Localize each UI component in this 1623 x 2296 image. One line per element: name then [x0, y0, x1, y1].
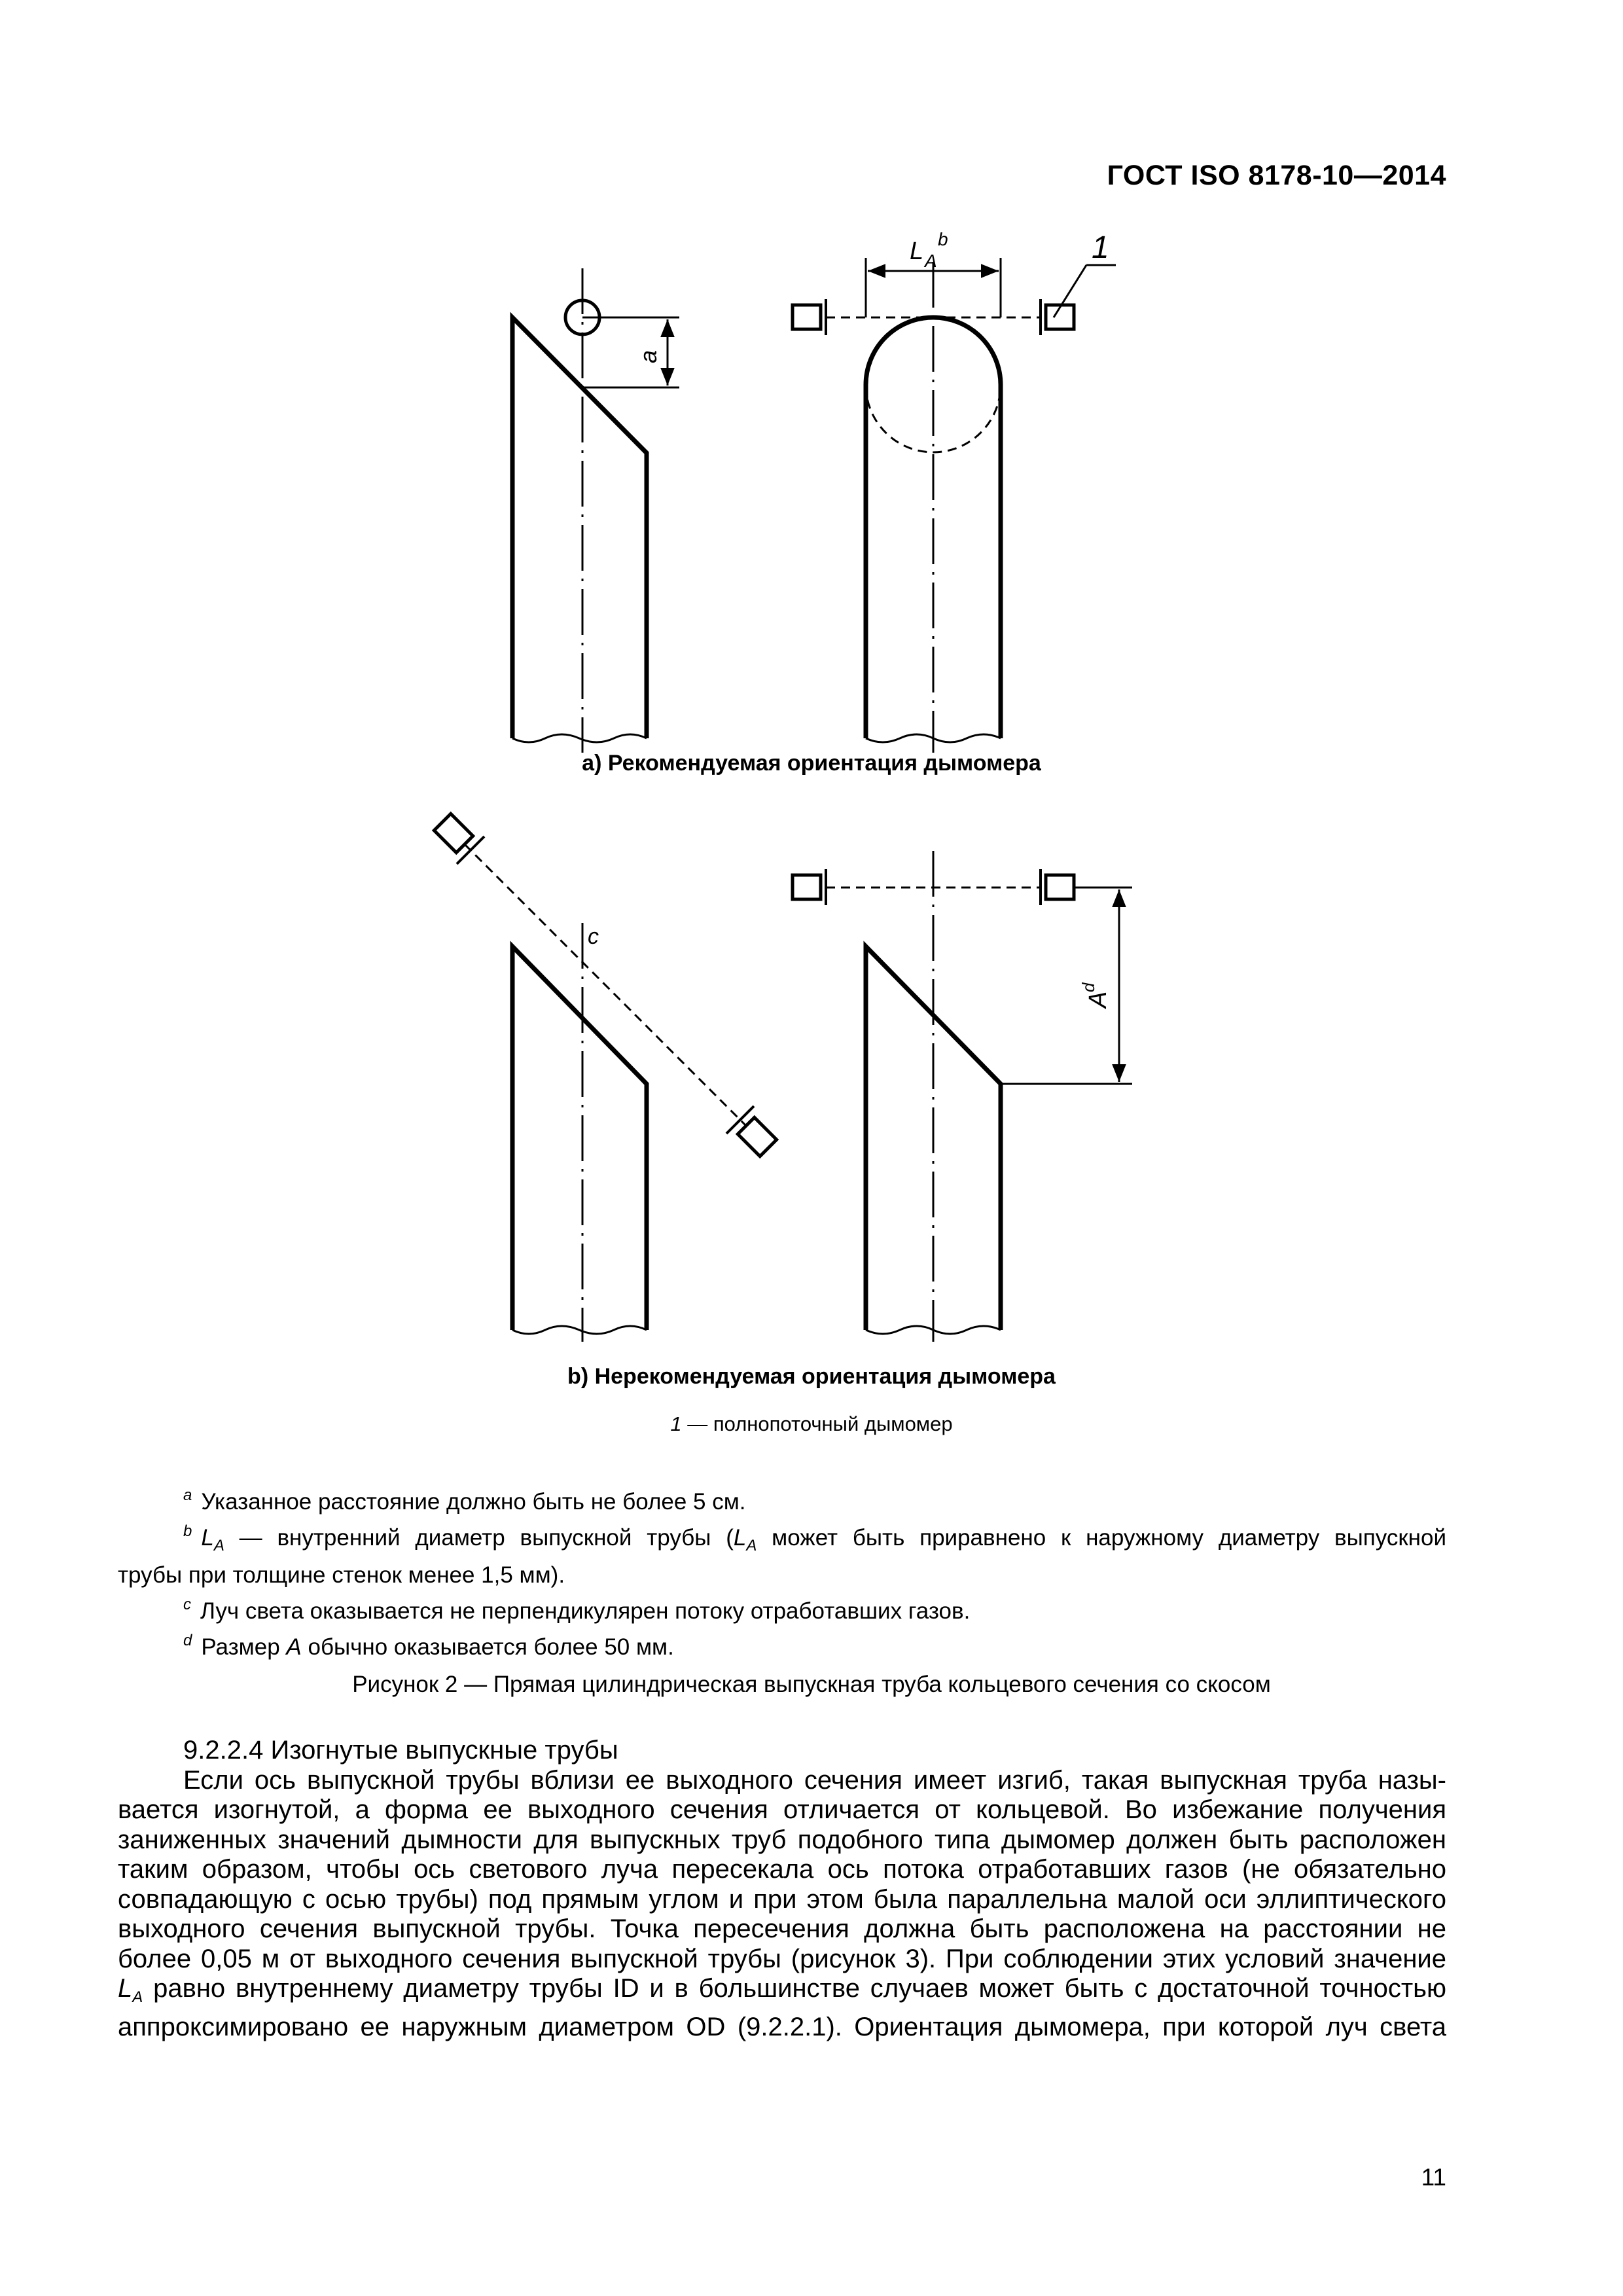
caption-b: b) Нерекомендуемая ориентация дымомера: [567, 1364, 1056, 1389]
section-heading: 9.2.2.4 Изогнутые выпускные трубы: [183, 1736, 618, 1765]
note-c: $^c$ Луч света оказывается не перпендикулярен потоку отработавших газов.: [183, 1596, 971, 1624]
section-line-2: вается изогнутой, а форма ее выходного сечения отличается от кольцевой. Во избежание получения: [118, 1795, 1446, 1824]
note-c-label: c: [588, 924, 599, 949]
smoke-meter-left-a: [793, 305, 821, 329]
fig-a-left-pipe: [512, 268, 679, 753]
fig-b-left-pipe: [434, 814, 776, 1342]
section-line-8: $L_A$ равно внутреннему диаметру трубы ID и в большинстве случаев может быть с достаточной точностью: [118, 1974, 1447, 2006]
section-line-7: более 0,05 м от выходного сечения выпускной трубы (рисунок 3). При соблюдении этих условий значение: [118, 1944, 1446, 1973]
page-number: 11: [1421, 2164, 1446, 2191]
section-9-2-2-4: [118, 1736, 1446, 2042]
note-b-cont: трубы при толщине стенок менее 1,5 мм).: [118, 1562, 565, 1588]
section-line-9: аппроксимировано ее наружным диаметром OD (9.2.2.1). Ориентация дымомера, при которой луч света: [118, 2012, 1446, 2041]
note-b: $^b$ $L_A$ — внутренний диаметр выпускной трубы ($L_A$ может быть приравнено к наружному диаметру выпускной: [183, 1522, 1446, 1554]
note-d: $^d$ Размер A обычно оказывается более 50 мм.: [183, 1632, 674, 1660]
dim-a-label: a: [635, 350, 662, 363]
document-id-header: ГОСТ ISO 8178-10—2014: [1107, 160, 1446, 191]
smoke-meter-right-b: [1046, 875, 1074, 899]
caption-a: a) Рекомендуемая ориентация дымомера: [582, 751, 1041, 776]
section-line-1: Если ось выпускной трубы вблизи ее выходного сечения имеет изгиб, такая выпускная труба назы-: [183, 1765, 1446, 1795]
section-line-4: таким образом, чтобы ось светового луча пересекала ось потока отработавших газов (не обязательно: [118, 1855, 1446, 1884]
item-1-label: 1: [1092, 230, 1109, 265]
note-a: $^a$ Указанное расстояние должно быть не более 5 см.: [183, 1486, 746, 1515]
fig-b-right-pipe: [793, 851, 1132, 1342]
section-line-5: совпадающую с осью трубы) под прямым углом и при этом была параллельна малой оси эллиптического: [118, 1884, 1446, 1914]
figure-notes: [118, 1480, 1446, 1662]
dim-A-label: Ad: [1079, 982, 1112, 1008]
figure-legend: 1 — полнопоточный дымомер: [670, 1412, 953, 1435]
dim-la-label: LAb: [910, 229, 948, 271]
figure-title: Рисунок 2 — Прямая цилиндрическая выпускная труба кольцевого сечения со скосом: [352, 1672, 1271, 1697]
section-line-3: заниженных значений дымности для выпускных труб подобного типа дымомер должен быть расположен: [118, 1825, 1446, 1854]
section-line-6: выходного сечения выпускной трубы. Точка пересечения должна быть расположена на расстоянии не: [118, 1914, 1446, 1943]
fig-a-right-pipe: [793, 258, 1116, 753]
smoke-meter-left-b: [793, 875, 821, 899]
